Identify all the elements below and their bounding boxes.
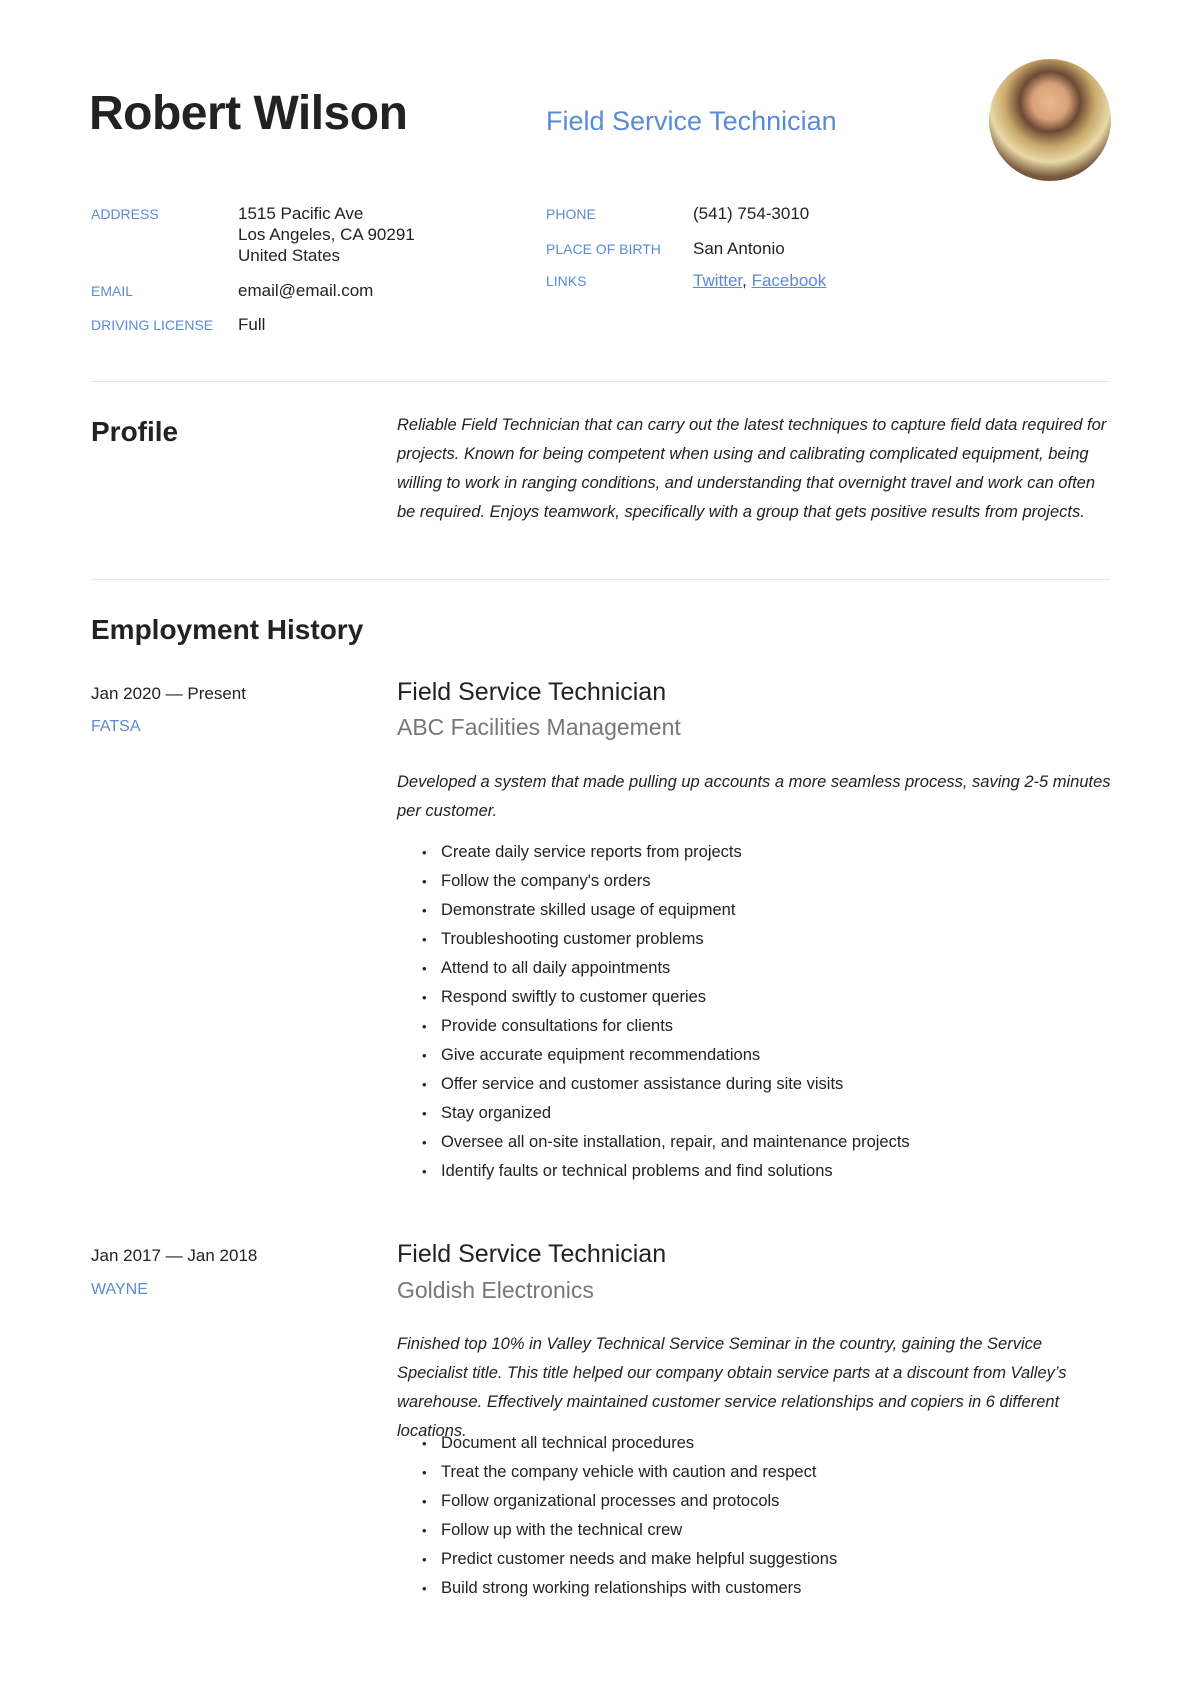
list-item: • Identify faults or technical problems and find solutions — [397, 1157, 910, 1186]
profile-text: Reliable Field Technician that can carry out the latest techniques to capture field data required for projects. Known for being competent when using and calibrating complicated equipment, being willing to work in ranging conditions, and understanding that overnight travel and work can often be required. Enjoys teamwork, specifically with a group that gets positive results from projects. — [397, 416, 1107, 521]
list-item: • Stay organized — [397, 1099, 910, 1128]
twitter-link[interactable]: Twitter — [693, 271, 743, 290]
address-line: United States — [238, 246, 341, 265]
list-item: • Give accurate equipment recommendations — [397, 1041, 910, 1070]
list-item: • Predict customer needs and make helpful suggestions — [397, 1545, 837, 1574]
birth-value: San Antonio — [693, 239, 785, 258]
list-item: • Follow the company's orders — [397, 867, 910, 896]
job-city: FATSA — [91, 718, 141, 735]
job-title: Field Service Technician — [397, 678, 667, 706]
birth-label: PLACE OF BIRTH — [546, 241, 661, 257]
list-item: • Oversee all on-site installation, repair, and maintenance projects — [397, 1128, 910, 1157]
list-item: • Troubleshooting customer problems — [397, 925, 910, 954]
job-bullets — [397, 838, 910, 1186]
phone-label: PHONE — [546, 206, 596, 222]
list-item: • Demonstrate skilled usage of equipment — [397, 896, 910, 925]
email-label: EMAIL — [91, 283, 134, 299]
employment-heading: Employment History — [91, 614, 364, 645]
job-dates: Jan 2017 — Jan 2018 — [91, 1246, 258, 1265]
address-line: Los Angeles, CA 90291 — [238, 225, 415, 244]
address-label: ADDRESS — [91, 206, 159, 222]
list-item: • Attend to all daily appointments — [397, 954, 910, 983]
list-item: • Build strong working relationships with customers — [397, 1574, 837, 1603]
list-item: • Follow organizational processes and protocols — [397, 1487, 837, 1516]
list-item: • Follow up with the technical crew — [397, 1516, 837, 1545]
list-item: • Provide consultations for clients — [397, 1012, 910, 1041]
job-summary: Finished top 10% in Valley Technical Service Seminar in the country, gaining the Service Specialist title. This title helped our company obtain service parts at a discount from Valley’s warehouse. Effectively maintained customer service relationships and copiers in 6 different locations. — [397, 1335, 1067, 1440]
facebook-link[interactable]: Facebook — [751, 271, 827, 290]
job-company: Goldish Electronics — [397, 1277, 594, 1303]
links-value: Twitter, Facebook — [693, 271, 827, 290]
address-line: 1515 Pacific Ave — [238, 204, 364, 223]
job-company: ABC Facilities Management — [397, 714, 681, 740]
list-item: • Create daily service reports from projects — [397, 838, 910, 867]
job-title: Field Service Technician — [397, 1240, 667, 1268]
candidate-name: Robert Wilson — [89, 87, 408, 140]
job-city: WAYNE — [91, 1281, 148, 1298]
links-label: LINKS — [546, 273, 587, 289]
profile-heading: Profile — [91, 416, 179, 447]
divider — [91, 381, 1110, 382]
email-value: email@email.com — [238, 281, 374, 300]
phone-value: (541) 754-3010 — [693, 204, 810, 223]
list-item: • Treat the company vehicle with caution and respect — [397, 1458, 837, 1487]
job-bullets — [397, 1429, 837, 1603]
license-value: Full — [238, 315, 266, 334]
job-dates: Jan 2020 — Present — [91, 684, 246, 703]
list-item: • Respond swiftly to customer queries — [397, 983, 910, 1012]
license-label: DRIVING LICENSE — [91, 317, 214, 333]
list-item: • Document all technical procedures — [397, 1429, 837, 1458]
candidate-title: Field Service Technician — [546, 106, 837, 136]
divider — [91, 579, 1110, 580]
address-value — [238, 203, 415, 266]
list-item: • Offer service and customer assistance during site visits — [397, 1070, 910, 1099]
job-summary: Developed a system that made pulling up accounts a more seamless process, saving 2-5 minutes per customer. — [397, 773, 1111, 820]
profile-photo — [989, 59, 1111, 181]
